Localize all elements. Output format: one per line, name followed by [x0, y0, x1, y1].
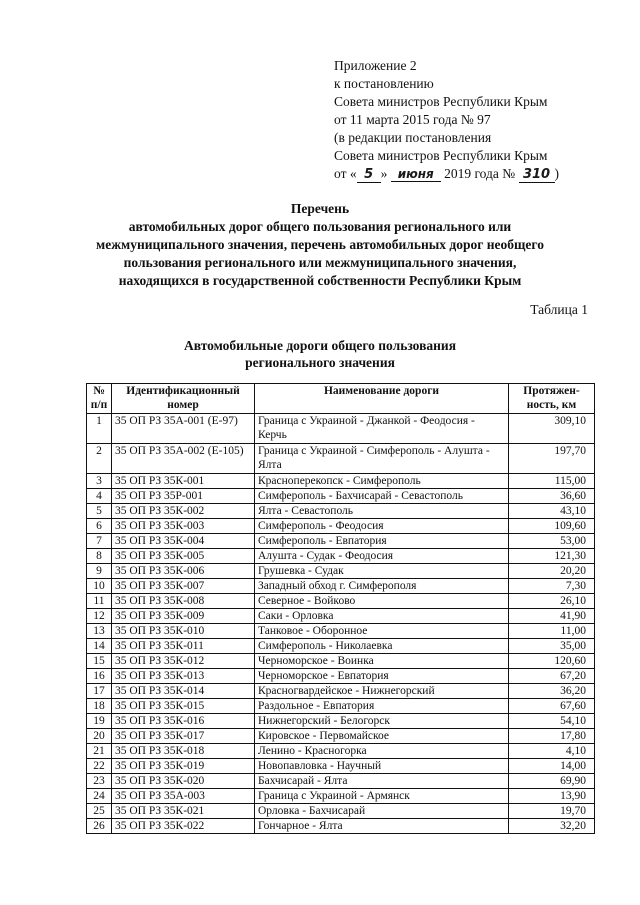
table-title-line: регионального значения	[245, 355, 395, 370]
table-row	[87, 729, 595, 744]
row-id-cell: 35 ОП РЗ 35К-020	[112, 774, 255, 789]
row-name-cell: Грушевка - Судак	[255, 564, 509, 579]
row-name-cell: Гончарное - Ялта	[255, 819, 509, 834]
row-name-cell: Раздольное - Евпатория	[255, 699, 509, 714]
document-heading	[60, 200, 580, 290]
row-num-cell: 11	[87, 594, 112, 609]
row-num-cell: 18	[87, 699, 112, 714]
row-length-cell: 115,00	[509, 474, 595, 489]
row-num-cell: 14	[87, 639, 112, 654]
table-row	[87, 489, 595, 504]
table-row	[87, 414, 595, 444]
row-length-cell: 7,30	[509, 579, 595, 594]
header-id: Идентификационный номер	[112, 384, 255, 414]
row-num-cell: 17	[87, 684, 112, 699]
row-num-cell: 21	[87, 744, 112, 759]
table-row	[87, 444, 595, 474]
row-name-cell: Симферополь - Феодосия	[255, 519, 509, 534]
row-id-cell: 35 ОП РЗ 35К-011	[112, 639, 255, 654]
date-suffix: )	[554, 166, 560, 181]
row-length-cell: 197,70	[509, 444, 595, 474]
heading-line: пользования регионального или межмуниципального значения,	[123, 255, 517, 270]
row-name-cell: Граница с Украиной - Симферополь - Алушта - Ялта	[255, 444, 509, 474]
row-id-cell: 35 ОП РЗ 35К-021	[112, 804, 255, 819]
row-id-cell: 35 ОП РЗ 35К-007	[112, 579, 255, 594]
row-name-cell: Черноморское - Евпатория	[255, 669, 509, 684]
roads-table	[86, 383, 595, 834]
row-id-cell: 35 ОП РЗ 35А-001 (Е-97)	[112, 414, 255, 444]
row-name-cell: Саки - Орловка	[255, 609, 509, 624]
row-name-cell: Кировское - Первомайское	[255, 729, 509, 744]
row-num-cell: 13	[87, 624, 112, 639]
row-num-cell: 1	[87, 414, 112, 444]
row-id-cell: 35 ОП РЗ 35А-003	[112, 789, 255, 804]
row-id-cell: 35 ОП РЗ 35К-008	[112, 594, 255, 609]
row-num-cell: 7	[87, 534, 112, 549]
handwritten-day: 5	[357, 168, 381, 183]
table-row	[87, 534, 595, 549]
date-year: 2019 года №	[444, 166, 516, 181]
table-row	[87, 624, 595, 639]
appendix-block	[334, 57, 559, 183]
handwritten-month: июня	[391, 167, 441, 182]
row-id-cell: 35 ОП РЗ 35К-018	[112, 744, 255, 759]
table-row	[87, 774, 595, 789]
row-num-cell: 5	[87, 504, 112, 519]
table-row	[87, 654, 595, 669]
row-length-cell: 32,20	[509, 819, 595, 834]
row-id-cell: 35 ОП РЗ 35К-017	[112, 729, 255, 744]
row-num-cell: 19	[87, 714, 112, 729]
row-id-cell: 35 ОП РЗ 35К-006	[112, 564, 255, 579]
row-length-cell: 120,60	[509, 654, 595, 669]
row-length-cell: 20,20	[509, 564, 595, 579]
table-row	[87, 669, 595, 684]
appendix-line: Совета министров Республики Крым	[334, 94, 548, 109]
row-id-cell: 35 ОП РЗ 35К-004	[112, 534, 255, 549]
row-num-cell: 23	[87, 774, 112, 789]
row-length-cell: 67,20	[509, 669, 595, 684]
row-name-cell: Симферополь - Николаевка	[255, 639, 509, 654]
row-id-cell: 35 ОП РЗ 35К-002	[112, 504, 255, 519]
row-id-cell: 35 ОП РЗ 35К-012	[112, 654, 255, 669]
row-name-cell: Алушта - Судак - Феодосия	[255, 549, 509, 564]
row-length-cell: 11,00	[509, 624, 595, 639]
row-name-cell: Танковое - Оборонное	[255, 624, 509, 639]
table-row	[87, 609, 595, 624]
row-id-cell: 35 ОП РЗ 35К-016	[112, 714, 255, 729]
amendment-date-line	[334, 165, 559, 183]
row-name-cell: Северное - Войково	[255, 594, 509, 609]
table-row	[87, 684, 595, 699]
row-num-cell: 25	[87, 804, 112, 819]
table-title-line: Автомобильные дороги общего пользования	[184, 338, 456, 353]
row-id-cell: 35 ОП РЗ 35К-015	[112, 699, 255, 714]
row-num-cell: 22	[87, 759, 112, 774]
table-row	[87, 819, 595, 834]
row-length-cell: 26,10	[509, 594, 595, 609]
row-length-cell: 43,10	[509, 504, 595, 519]
row-length-cell: 41,90	[509, 609, 595, 624]
row-id-cell: 35 ОП РЗ 35К-010	[112, 624, 255, 639]
table-row	[87, 504, 595, 519]
row-name-cell: Черноморское - Воинка	[255, 654, 509, 669]
table-row	[87, 744, 595, 759]
appendix-line: Приложение 2	[334, 58, 417, 73]
row-length-cell: 69,90	[509, 774, 595, 789]
table-row	[87, 759, 595, 774]
row-length-cell: 36,20	[509, 684, 595, 699]
row-id-cell: 35 ОП РЗ 35К-005	[112, 549, 255, 564]
date-prefix: от «	[334, 166, 357, 181]
header-name: Наименование дороги	[255, 384, 509, 414]
row-name-cell: Симферополь - Бахчисарай - Севастополь	[255, 489, 509, 504]
row-name-cell: Ленино - Красногорка	[255, 744, 509, 759]
row-length-cell: 4,10	[509, 744, 595, 759]
row-name-cell: Новопавловка - Научный	[255, 759, 509, 774]
table-row	[87, 639, 595, 654]
row-name-cell: Симферополь - Евпатория	[255, 534, 509, 549]
row-id-cell: 35 ОП РЗ 35Р-001	[112, 489, 255, 504]
row-id-cell: 35 ОП РЗ 35К-009	[112, 609, 255, 624]
row-length-cell: 53,00	[509, 534, 595, 549]
row-id-cell: 35 ОП РЗ 35К-014	[112, 684, 255, 699]
row-length-cell: 67,60	[509, 699, 595, 714]
row-num-cell: 3	[87, 474, 112, 489]
appendix-line: от 11 марта 2015 года № 97	[334, 112, 491, 127]
row-num-cell: 2	[87, 444, 112, 474]
row-num-cell: 15	[87, 654, 112, 669]
table-row	[87, 789, 595, 804]
row-num-cell: 24	[87, 789, 112, 804]
row-length-cell: 14,00	[509, 759, 595, 774]
header-length: Протяжен-ность, км	[509, 384, 595, 414]
row-name-cell: Красногвардейское - Нижнегорский	[255, 684, 509, 699]
heading-line: находящихся в государственной собственности Республики Крым	[118, 273, 522, 288]
row-length-cell: 54,10	[509, 714, 595, 729]
row-id-cell: 35 ОП РЗ 35К-013	[112, 669, 255, 684]
row-num-cell: 4	[87, 489, 112, 504]
row-num-cell: 10	[87, 579, 112, 594]
appendix-line: к постановлению	[334, 76, 434, 91]
row-name-cell: Нижнегорский - Белогорск	[255, 714, 509, 729]
row-id-cell: 35 ОП РЗ 35К-003	[112, 519, 255, 534]
row-id-cell: 35 ОП РЗ 35К-001	[112, 474, 255, 489]
row-name-cell: Западный обход г. Симферополя	[255, 579, 509, 594]
table-label: Таблица 1	[530, 302, 588, 317]
table-row	[87, 519, 595, 534]
row-num-cell: 16	[87, 669, 112, 684]
handwritten-number: 310	[519, 168, 555, 183]
table-row	[87, 564, 595, 579]
row-name-cell: Ялта - Севастополь	[255, 504, 509, 519]
row-name-cell: Граница с Украиной - Джанкой - Феодосия - Керчь	[255, 414, 509, 444]
table-header-row	[87, 384, 595, 414]
row-length-cell: 13,90	[509, 789, 595, 804]
appendix-line: (в редакции постановления	[334, 130, 492, 145]
row-name-cell: Граница с Украиной - Армянск	[255, 789, 509, 804]
row-num-cell: 12	[87, 609, 112, 624]
row-num-cell: 8	[87, 549, 112, 564]
row-length-cell: 121,30	[509, 549, 595, 564]
row-name-cell: Бахчисарай - Ялта	[255, 774, 509, 789]
row-length-cell: 35,00	[509, 639, 595, 654]
table-body	[87, 414, 595, 834]
row-length-cell: 109,60	[509, 519, 595, 534]
row-name-cell: Красноперекопск - Симферополь	[255, 474, 509, 489]
row-length-cell: 309,10	[509, 414, 595, 444]
table-row	[87, 594, 595, 609]
row-id-cell: 35 ОП РЗ 35А-002 (Е-105)	[112, 444, 255, 474]
table-row	[87, 804, 595, 819]
table-row	[87, 699, 595, 714]
row-id-cell: 35 ОП РЗ 35К-019	[112, 759, 255, 774]
row-length-cell: 17,80	[509, 729, 595, 744]
table-title	[120, 337, 520, 371]
row-num-cell: 6	[87, 519, 112, 534]
row-num-cell: 26	[87, 819, 112, 834]
header-num: № п/п	[87, 384, 112, 414]
row-num-cell: 9	[87, 564, 112, 579]
date-mid: »	[380, 166, 388, 181]
row-num-cell: 20	[87, 729, 112, 744]
row-name-cell: Орловка - Бахчисарай	[255, 804, 509, 819]
table-row	[87, 579, 595, 594]
table-row	[87, 474, 595, 489]
heading-line: автомобильных дорог общего пользования регионального или	[128, 219, 512, 234]
table-row	[87, 714, 595, 729]
heading-line: межмуниципального значения, перечень автомобильных дорог необщего	[96, 237, 544, 252]
heading-line: Перечень	[290, 201, 350, 216]
row-length-cell: 36,60	[509, 489, 595, 504]
table-row	[87, 549, 595, 564]
row-id-cell: 35 ОП РЗ 35К-022	[112, 819, 255, 834]
row-length-cell: 19,70	[509, 804, 595, 819]
appendix-line: Совета министров Республики Крым	[334, 148, 548, 163]
